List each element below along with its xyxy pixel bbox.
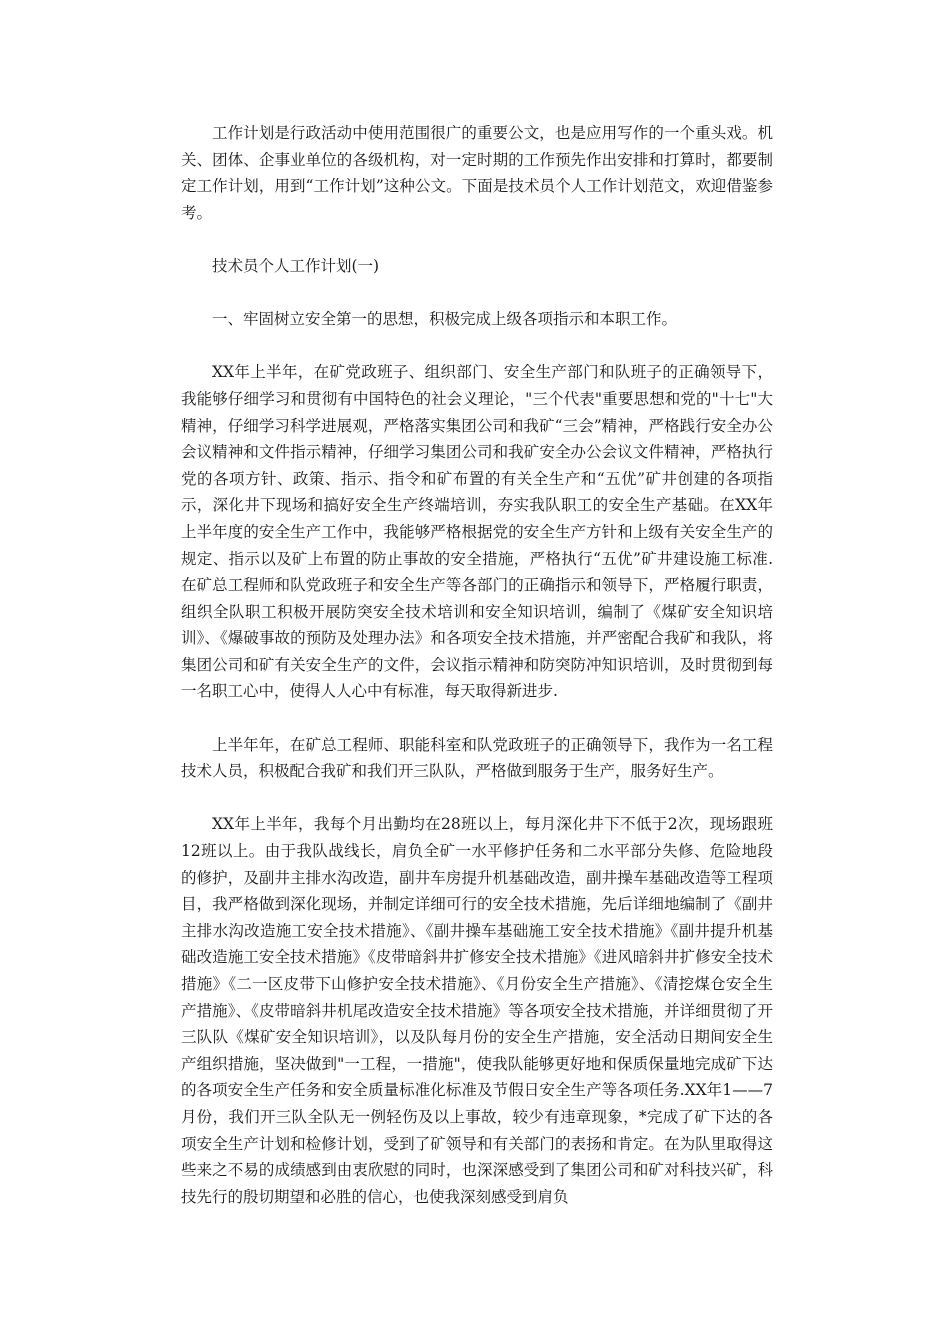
intro-paragraph: 工作计划是行政活动中使用范围很广的重要公文，也是应用写作的一个重头戏。机关、团体、企事业单位的各级机构，对一定时期的工作预先作出安排和打算时，都要制定工作计划，用到“工作计划”这种公文。下面是技术员个人工作计划范文，欢迎借鉴参考。 [181,124,773,222]
section-heading: 一、牢固树立安全第一的思想，积极完成上级各项指示和本职工作。 [212,310,678,329]
document-title: 技术员个人工作计划(一) [212,256,380,275]
body-paragraph-1: XX年上半年，在矿党政班子、组织部门、安全生产部门和队班子的正确领导下，我能够仔细学习和贯彻有中国特色的社会义理论，"三个代表"重要思想和党的"十七"大精神，仔细学习科学进展观，严格落实集团公司和我矿“三会”精神，严格践行安全办公会议精神和文件指示精神，仔细学习集团公司和我矿安全办公会议文件精神，严格执行党的各项方针、政策、指示、指令和矿布置的有关全生产和“五优”矿井创建的各项指示，深化井下现场和搞好安全生产终端培训，夯实我队职工的安全生产基础。在XX年上半年度的安全生产工作中，我能够严格根据党的安全生产方针和上级有关安全生产的规定、指示以及矿上布置的防止事故的安全措施，严格执行“五优”矿井建设施工标准.在矿总工程师和队党政班子和安全生产等各部门的正确指示和领导下，严格履行职责，组织全队职工积极开展防突安全技术培训和安全知识培训，编制了《煤矿安全知识培训》、《爆破事故的预防及处理办法》和各项安全技术措施，并严密配合我矿和我队，将集团公司和矿有关安全生产的文件，会议指示精神和防突防冲知识培训，及时贯彻到每一名职工心中，使得人人心中有标准，每天取得新进步. [181,363,773,701]
body-paragraph-2: 上半年年，在矿总工程师、职能科室和队党政班子的正确领导下，我作为一名工程技术人员，积极配合我矿和我们开三队队，严格做到服务于生产，服务好生产。 [181,735,773,781]
body-paragraph-3: XX年上半年，我每个月出勤均在28班以上，每月深化井下不低于2次，现场跟班12班以上。由于我队战线长，肩负全矿一水平修护任务和二水平部分失修、危险地段的修护，及副井主排水沟改造，副井车房提升机基础改造，副井操车基础改造等工程项目，我严格做到深化现场，并制定详细可行的安全技术措施，先后详细地编制了《副井主排水沟改造施工安全技术措施》、《副井操车基础施工安全技术措施》《副井提升机基础改造施工安全技术措施》《皮带暗斜井扩修安全技术措施》《进风暗斜井扩修安全技术措施》《二一区皮带下山修护安全技术措施》、《月份安全生产措施》、《清挖煤仓安全生产措施》、《皮带暗斜井机尾改造安全技术措施》等各项安全技术措施，并详细贯彻了开三队队《煤矿安全知识培训》，以及队每月份的安全生产措施，安全活动日期间安全生产组织措施，坚决做到"一工程，一措施"，使我队能够更好地和保质保量地完成矿下达的各项安全生产任务和安全质量标准化标准及节假日安全生产等各项任务.XX年1——7月份，我们开三队全队无一例轻伤及以上事故，较少有违章现象，*完成了矿下达的各项安全生产计划和检修计划，受到了矿领导和有关部门的表扬和肯定。在为队里取得这些来之不易的成绩感到由衷欣慰的同时，也深深感受到了集团公司和矿对科技兴矿，科技先行的殷切期望和必胜的信心，也使我深刻感受到肩负 [181,815,773,1206]
document-body [181,120,773,1237]
